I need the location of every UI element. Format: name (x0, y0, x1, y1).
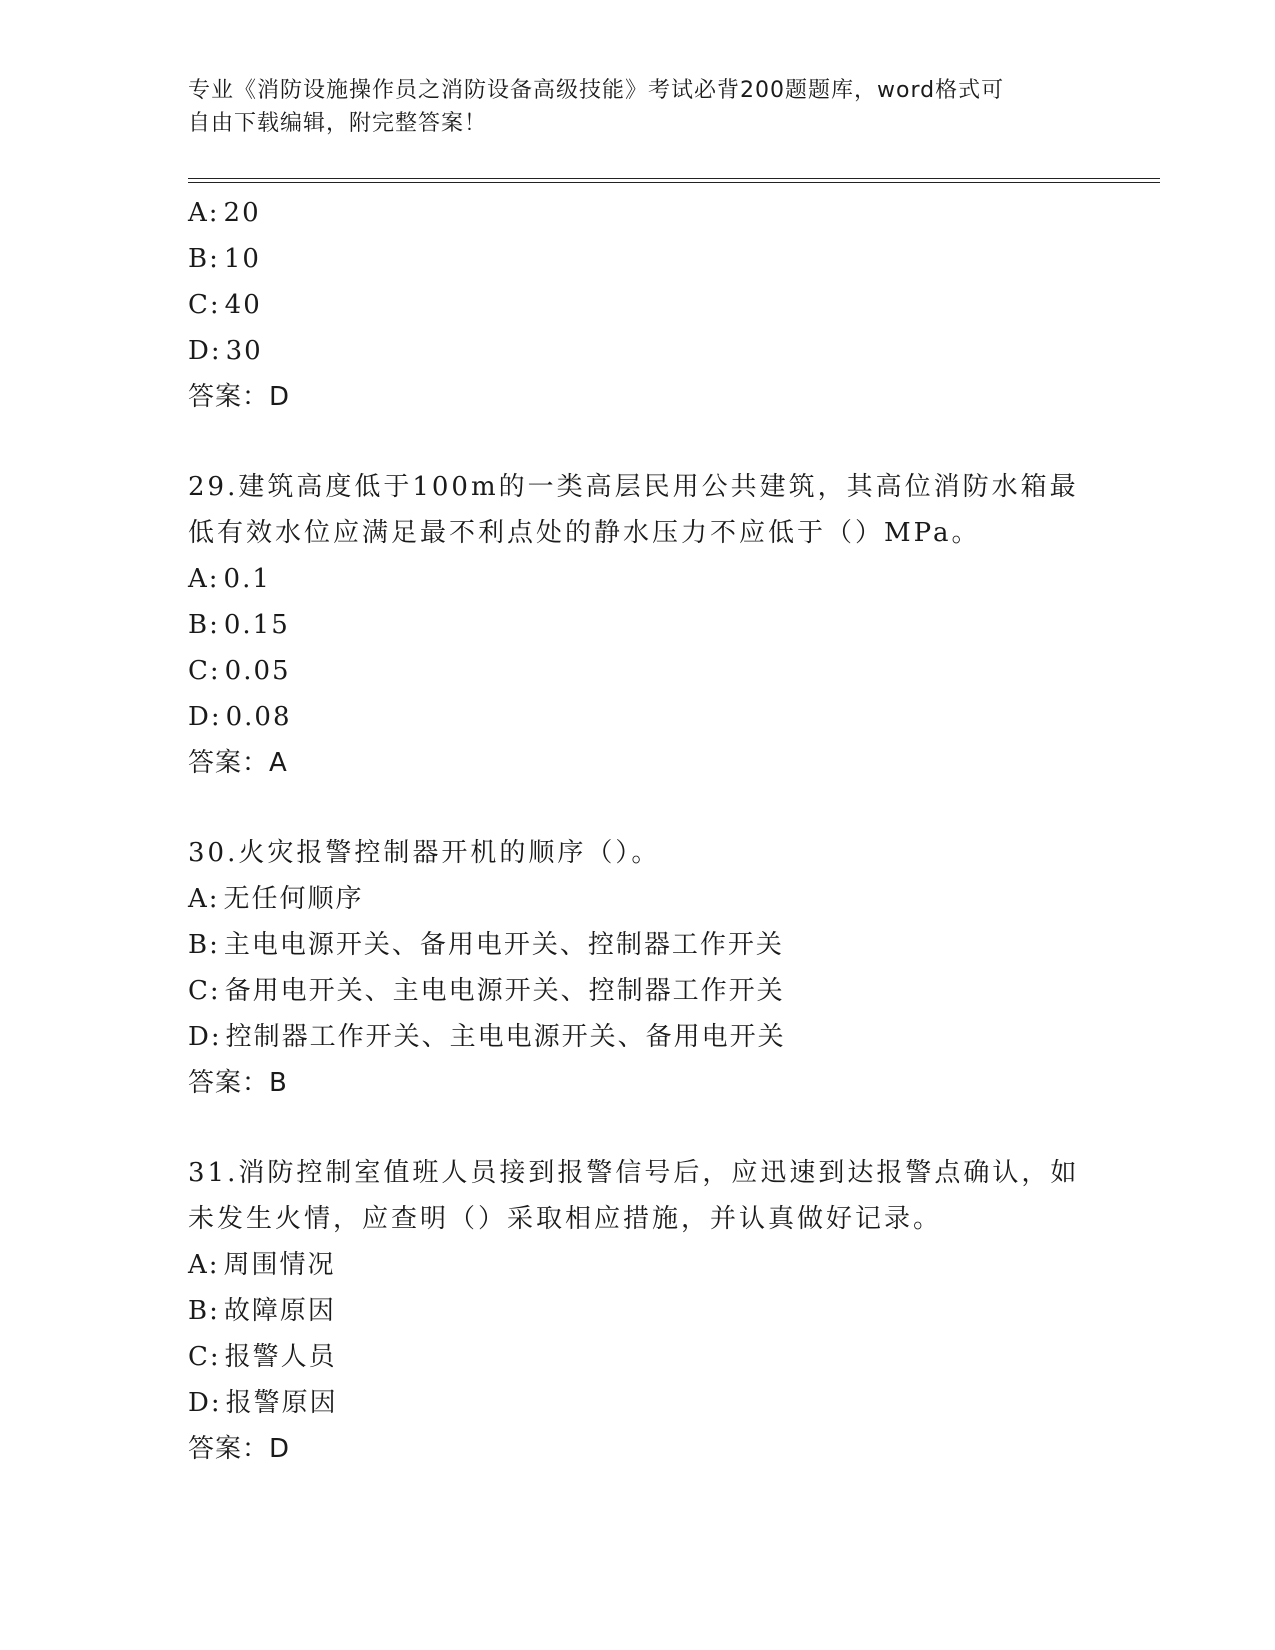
question-stem-line-1: 31.消防控制室值班人员接到报警信号后，应迅速到达报警点确认，如 (188, 1158, 1080, 1188)
option-text: 0.1 (223, 564, 271, 594)
question-28 (188, 190, 1168, 420)
option-letter: D: (188, 702, 222, 732)
option-text: 30 (225, 336, 263, 366)
option-text: 40 (224, 290, 262, 320)
option-text: 0.15 (223, 610, 290, 640)
option-c (188, 1334, 1168, 1380)
option-letter: D: (188, 1022, 222, 1052)
option-text: 故障原因 (223, 1296, 336, 1326)
option-letter: D: (188, 336, 222, 366)
option-a (188, 876, 1168, 922)
option-d (188, 328, 1168, 374)
option-text: 无任何顺序 (223, 884, 364, 914)
answer-line: 答案：D (188, 382, 291, 412)
option-letter: B: (188, 610, 220, 640)
option-c (188, 648, 1168, 694)
answer-line: 答案：D (188, 1434, 291, 1464)
spacer (188, 786, 1168, 830)
option-b (188, 236, 1168, 282)
option-c (188, 282, 1168, 328)
option-letter: A: (188, 1250, 220, 1280)
question-list (188, 190, 1168, 1472)
option-text: 20 (223, 198, 261, 228)
option-letter: A: (188, 198, 220, 228)
option-text: 10 (223, 244, 261, 274)
option-text: 备用电开关、主电电源开关、控制器工作开关 (224, 976, 785, 1006)
question-30 (188, 830, 1168, 1106)
header-line-2: 自由下载编辑，附完整答案！ (188, 111, 488, 136)
question-stem-line-2: 未发生火情，应查明（）采取相应措施，并认真做好记录。 (188, 1204, 943, 1234)
answer-line: 答案：A (188, 748, 288, 778)
option-letter: C: (188, 976, 221, 1006)
document-header (188, 74, 1088, 140)
spacer (188, 420, 1168, 464)
question-29 (188, 464, 1168, 786)
option-letter: A: (188, 884, 220, 914)
option-letter: D: (188, 1388, 222, 1418)
option-text: 0.05 (224, 656, 291, 686)
option-a (188, 556, 1168, 602)
question-31 (188, 1150, 1168, 1472)
option-d (188, 694, 1168, 740)
spacer (188, 1106, 1168, 1150)
option-text: 0.08 (225, 702, 292, 732)
option-letter: B: (188, 244, 220, 274)
option-b (188, 1288, 1168, 1334)
question-stem-line-2: 低有效水位应满足最不利点处的静水压力不应低于（）MPa。 (188, 518, 981, 548)
option-letter: C: (188, 290, 221, 320)
option-b (188, 602, 1168, 648)
option-text: 报警人员 (224, 1342, 337, 1372)
option-text: 主电电源开关、备用电开关、控制器工作开关 (223, 930, 784, 960)
option-c (188, 968, 1168, 1014)
option-text: 控制器工作开关、主电电源开关、备用电开关 (225, 1022, 786, 1052)
option-a (188, 190, 1168, 236)
option-letter: C: (188, 656, 221, 686)
question-stem-line-1: 30.火灾报警控制器开机的顺序（）。 (188, 838, 661, 868)
option-letter: B: (188, 930, 220, 960)
header-line-1: 专业《消防设施操作员之消防设备高级技能》考试必背200题题库，word格式可 (188, 78, 1005, 103)
header-divider (188, 178, 1160, 183)
option-d (188, 1014, 1168, 1060)
option-d (188, 1380, 1168, 1426)
option-letter: C: (188, 1342, 221, 1372)
option-letter: B: (188, 1296, 220, 1326)
answer-line: 答案：B (188, 1068, 288, 1098)
option-a (188, 1242, 1168, 1288)
question-stem-line-1: 29.建筑高度低于100m的一类高层民用公共建筑，其高位消防水箱最 (188, 472, 1079, 502)
option-letter: A: (188, 564, 220, 594)
option-text: 报警原因 (225, 1388, 338, 1418)
option-text: 周围情况 (223, 1250, 336, 1280)
option-b (188, 922, 1168, 968)
